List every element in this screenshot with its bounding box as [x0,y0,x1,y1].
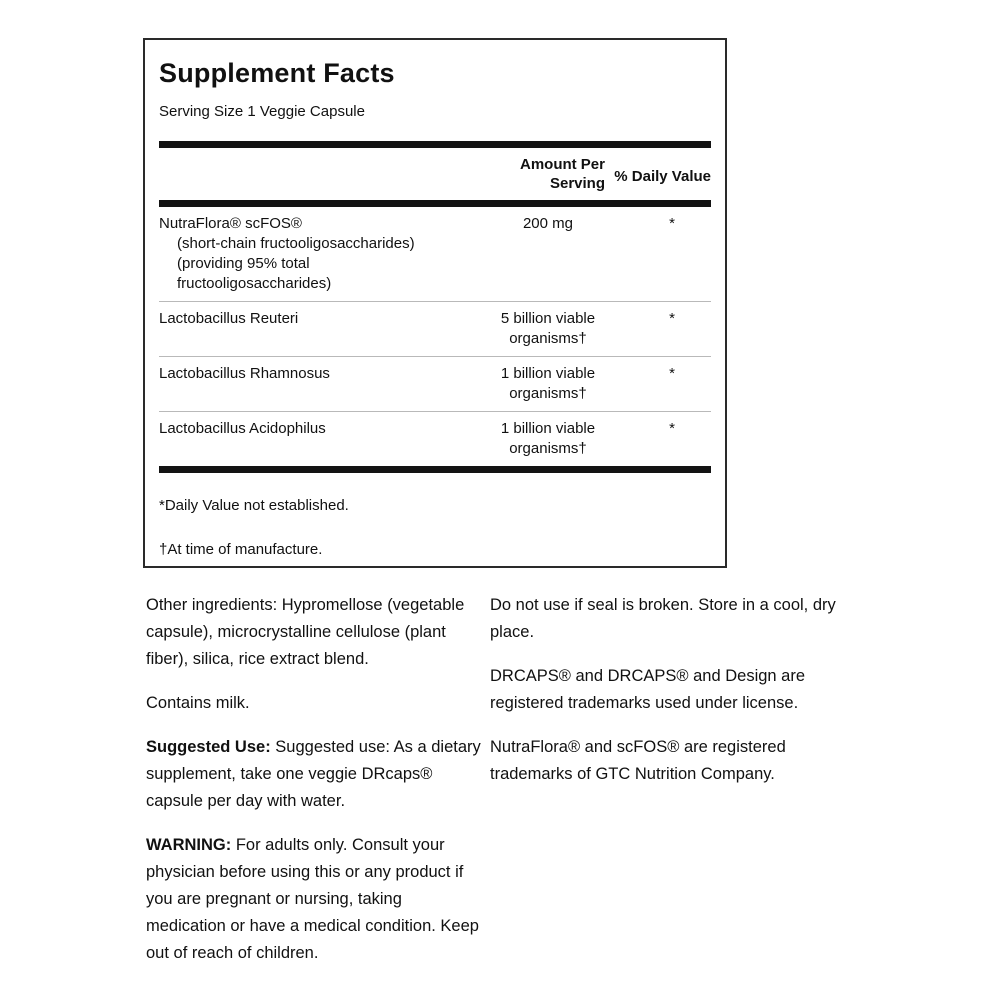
serving-size-text: Serving Size 1 Veggie Capsule [159,103,365,120]
ingredient-amount: 5 billion viable organisms† [500,310,596,347]
ingredient-daily-value: * [669,310,675,327]
supplement-facts-title: Supplement Facts [159,58,395,88]
ingredient-amount: 1 billion viable organisms† [500,420,596,457]
table-header-row [159,148,711,200]
column-header-daily-value: % Daily Value [614,167,711,185]
footnote-manufacture: †At time of manufacture. [159,541,323,558]
footnote-daily-value: *Daily Value not established. [159,497,349,514]
ingredient-name [159,214,463,294]
details-left-column [146,592,484,984]
ingredient-daily-value: * [669,420,675,437]
table-row [159,356,711,411]
other-ingredients-paragraph [146,592,484,673]
drcaps-trademark-paragraph [490,663,840,717]
suggested-use-lead: Suggested Use: [146,738,271,756]
ingredient-daily-value: * [669,365,675,382]
warning-paragraph [146,832,484,967]
warning-text: For adults only. Consult your physician before using this or any product if you are pregnant or nursing, taking medication or have a medical condition. Keep out of reach of children. [146,836,479,962]
warning-lead: WARNING: [146,836,232,854]
supplement-facts-panel [143,38,727,568]
contains-milk-text: Contains milk. [146,694,250,712]
contains-milk-paragraph [146,690,484,717]
ingredient-name-subline: fructooligosaccharides) [177,275,332,292]
ingredient-amount: 200 mg [522,215,574,232]
ingredient-name: Lactobacillus Acidophilus [159,420,326,437]
drcaps-trademark-text: DRCAPS® and DRCAPS® and Design are registered trademarks used under license. [490,667,806,712]
thick-divider-header [159,200,711,207]
table-row [159,411,711,466]
ingredient-name-subline: (short-chain fructooligosaccharides) [177,235,415,252]
ingredient-name-main: NutraFlora® scFOS® [159,215,302,232]
thick-divider-bottom [159,466,711,473]
ingredient-name: Lactobacillus Reuteri [159,310,299,327]
storage-paragraph [490,592,840,646]
suggested-use-text: Suggested use: As a dietary supplement, take one veggie DRcaps® capsule per day with water. [146,738,481,810]
nutraflora-trademark-paragraph [490,734,840,788]
other-ingredients-text: Other ingredients: Hypromellose (vegetable capsule), microcrystalline cellulose (plant fiber), silica, rice extract blend. [146,596,465,668]
table-row [159,207,711,301]
storage-text: Do not use if seal is broken. Store in a cool, dry place. [490,596,836,641]
column-header-amount-per-serving: Amount Per Serving [519,156,605,192]
ingredient-rows [159,207,711,466]
ingredient-name: Lactobacillus Rhamnosus [159,365,330,382]
thick-divider-top [159,141,711,148]
suggested-use-paragraph [146,734,484,815]
table-row [159,301,711,356]
nutraflora-trademark-text: NutraFlora® and scFOS® are registered trademarks of GTC Nutrition Company. [490,738,786,783]
details-right-column [490,592,840,805]
ingredient-name-subline: (providing 95% total [177,255,310,272]
ingredient-amount: 1 billion viable organisms† [500,365,596,402]
ingredient-daily-value: * [669,215,675,232]
